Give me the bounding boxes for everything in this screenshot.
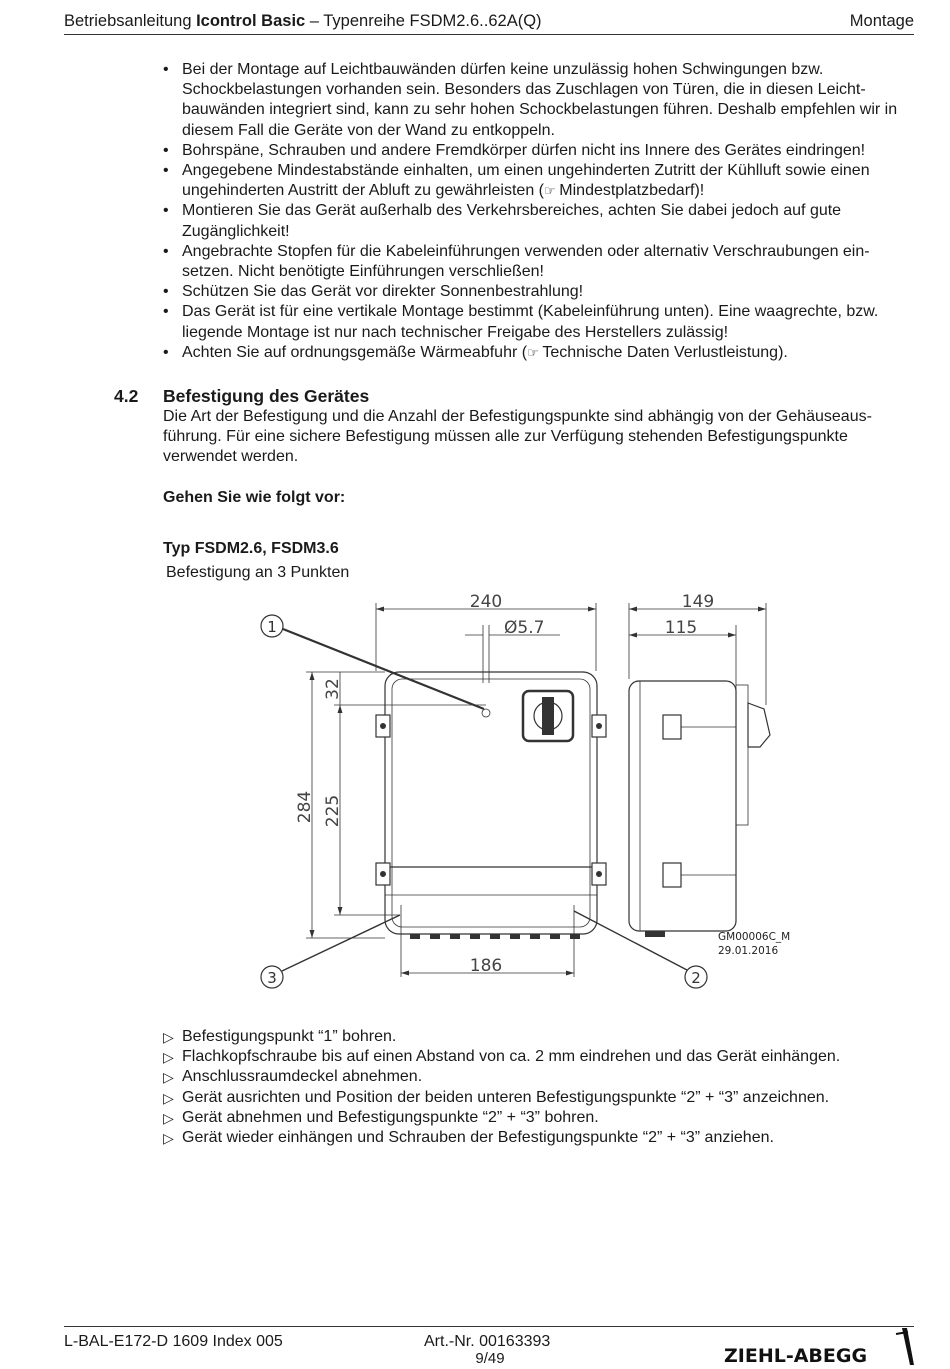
page-header <box>64 12 914 31</box>
pointing-hand-icon: ☞ <box>544 183 560 199</box>
type-subheading: Befestigung an 3 Punkten <box>166 564 350 581</box>
callout-3 <box>261 915 400 988</box>
callout-1 <box>261 615 484 709</box>
dimension-240 <box>376 603 596 671</box>
header-title: Betriebsanleitung Icontrol Basic – Typenreihe FSDM2.6..62A(Q) <box>64 12 542 30</box>
header-section: Montage <box>849 12 914 30</box>
list-item: • Angegebene Mindestabstände einhalten, um einen ungehinderten Zutritt der Kühlluft sowie einen ungehinderten Austritt der Abluft zu gewährleisten (☞ Mindestplatzbedarf)! <box>163 161 913 201</box>
drawing-id: GM00006C_M <box>718 931 791 943</box>
ziehl-abegg-logo <box>724 1326 914 1366</box>
section-intro: Die Art der Befestigung und die Anzahl der Befestigungspunkte sind abhängig von der Gehäuseaus-führung. Für eine sichere Befestigung müssen alle zur Verfügung stehenden Befestigungspunkte verwendet werden. <box>163 408 872 466</box>
list-item: ▷ Befestigungspunkt “1” bohren. <box>163 1027 923 1047</box>
drawing-date: 29.01.2016 <box>718 945 779 957</box>
dimension-label: 32 <box>323 678 343 700</box>
list-item: • Angebrachte Stopfen für die Kabeleinführungen verwenden oder alternativ Verschraubungen ein-setzen. Nicht benötigte Einführungen verschließen! <box>163 242 913 282</box>
callout-label: 1 <box>267 618 277 636</box>
mounting-steps-list <box>163 1027 923 1148</box>
section-number: 4.2 <box>114 386 139 406</box>
dimension-label: 284 <box>295 790 315 824</box>
footer-page-number: 9/49 <box>475 1350 505 1367</box>
installation-notes-list <box>163 60 913 363</box>
pointing-hand-icon: ☞ <box>527 344 543 360</box>
type-heading: Typ FSDM2.6, FSDM3.6 <box>163 540 339 557</box>
list-item: • Bei der Montage auf Leichtbauwänden dürfen keine unzulässig hohen Schwingungen bzw. Schockbelastungen vorhanden sein. Besonders das Zuschlagen von Türen, die in diesen Leicht-bauwänden integriert sind, kann zu sehr hohen Schockbelastungen führen. Deshalb empfehlen wir in diesem Fall die Geräte von der Wand zu entkoppeln. <box>163 60 913 141</box>
housing-side-view <box>629 681 770 937</box>
list-item: • Achten Sie auf ordnungsgemäße Wärmeabfuhr (☞ Technische Daten Verlustleistung). <box>163 343 913 363</box>
dimension-label: 186 <box>469 956 503 976</box>
dimension-149 <box>629 603 766 705</box>
section-title: Befestigung des Gerätes <box>163 386 370 406</box>
list-item: • Bohrspäne, Schrauben und andere Fremdkörper dürfen nicht ins Innere des Gerätes eindringen! <box>163 141 913 161</box>
footer-doc-id: L-BAL-E172-D 1609 Index 005 <box>64 1333 283 1350</box>
cable-glands <box>410 934 580 939</box>
callout-label: 3 <box>267 969 277 987</box>
list-item: ▷ Anschlussraumdeckel abnehmen. <box>163 1067 923 1087</box>
list-item: • Montieren Sie das Gerät außerhalb des Verkehrsbereiches, achten Sie dabei jedoch auf gute Zugänglichkeit! <box>163 201 913 241</box>
procedure-heading: Gehen Sie wie folgt vor: <box>163 489 346 506</box>
list-item: • Schützen Sie das Gerät vor direkter Sonnenbestrahlung! <box>163 282 913 302</box>
dimension-label: 115 <box>664 618 698 638</box>
list-item: ▷ Flachkopfschraube bis auf einen Abstand von ca. 2 mm eindrehen und das Gerät einhängen. <box>163 1047 923 1067</box>
list-item: • Das Gerät ist für eine vertikale Montage bestimmt (Kabeleinführung unten). Eine waagrechte, bzw. liegende Montage ist nur nach technischer Freigabe des Herstellers zulässig! <box>163 302 913 342</box>
header-rule <box>64 34 914 35</box>
list-item: ▷ Gerät ausrichten und Position der beiden unteren Befestigungspunkte “2” + “3” anzeichnen. <box>163 1088 923 1108</box>
mounting-drawing <box>240 585 800 1010</box>
dimension-label: 149 <box>681 592 715 612</box>
dimension-label: 225 <box>323 794 343 828</box>
callout-label: 2 <box>691 969 701 987</box>
footer-art-nr: Art.-Nr. 00163393 <box>424 1333 551 1350</box>
list-item: ▷ Gerät wieder einhängen und Schrauben der Befestigungspunkte “2” + “3” anziehen. <box>163 1128 923 1148</box>
list-item: ▷ Gerät abnehmen und Befestigungspunkte “2” + “3” bohren. <box>163 1108 923 1128</box>
housing-front-view <box>376 672 606 939</box>
logo-text: ZIEHL-ABEGG <box>724 1345 868 1366</box>
callout-2 <box>574 911 707 988</box>
dimension-label: 240 <box>469 592 503 612</box>
dimension-label: Ø5.7 <box>504 618 545 638</box>
